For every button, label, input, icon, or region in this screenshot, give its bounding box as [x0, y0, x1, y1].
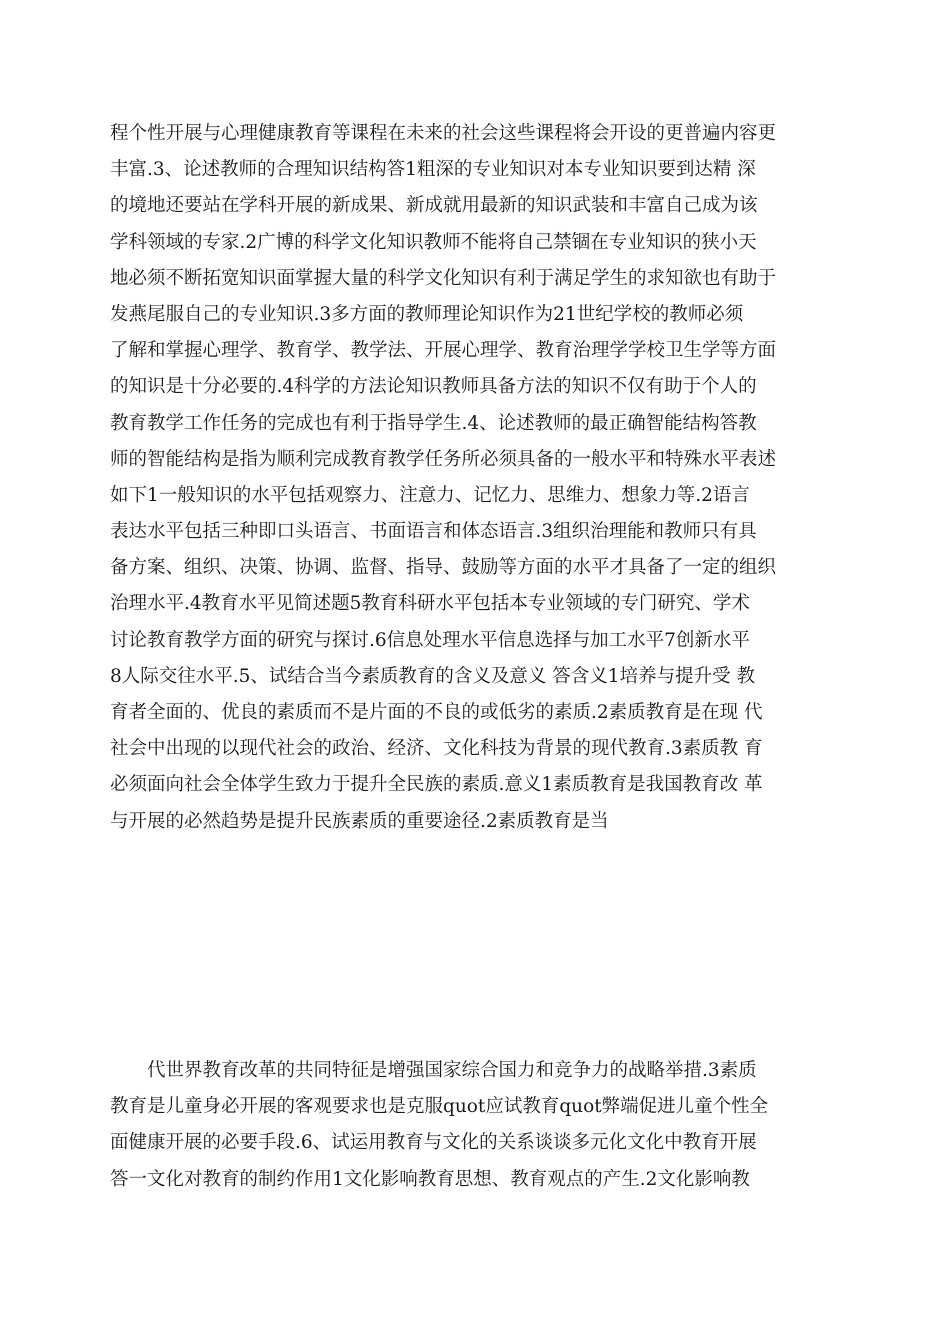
text-line: 的境地还要站在学科开展的新成果、新成就用最新的知识武装和丰富自己成为该	[110, 195, 758, 217]
text-line: 备方案、组织、决策、协调、监督、指导、鼓励等方面的水平才具备了一定的组织	[110, 557, 777, 579]
text-line: 的知识是十分必要的.4科学的方法论知识教师具备方法的知识不仅有助于个人的	[110, 376, 757, 398]
text-line: 程个性开展与心理健康教育等课程在未来的社会这些课程将会开设的更普遍内容更	[110, 123, 777, 144]
text-line: 8人际交往水平.5、试结合当今素质教育的含义及意义 答含义1培养与提升受 教	[110, 665, 755, 687]
text-line: 教育教学工作任务的完成也有利于指导学生.4、论述教师的最正确智能结构答教	[110, 412, 757, 434]
text-line: 师的智能结构是指为顺利完成教育教学任务所必须具备的一般水平和特殊水平表述	[110, 448, 777, 470]
text-line: 答一文化对教育的制约作用1文化影响教育思想、教育观点的产生.2文化影响教	[110, 1168, 750, 1190]
text-line: 育者全面的、优良的素质而不是片面的不良的或低劣的素质.2素质教育是在现 代	[110, 702, 763, 723]
text-line: 代世界教育改革的共同特征是增强国家综合国力和竞争力的战略举措.3素质	[110, 1060, 757, 1081]
text-line: 地必须不断拓宽知识面掌握大量的科学文化知识有利于满足学生的求知欲也有助于	[110, 267, 777, 289]
text-line: 社会中出现的以现代社会的政治、经济、文化科技为背景的现代教育.3素质教 育	[110, 738, 763, 760]
paragraph-2	[110, 1053, 850, 1198]
text-line: 治理水平.4教育水平见简述题5教育科研水平包括本专业领域的专门研究、学术	[110, 593, 750, 615]
text-line: 表达水平包括三种即口头语言、书面语言和体态语言.3组织治理能和教师只有具	[110, 521, 757, 543]
text-line: 发燕尾服自己的专业知识.3多方面的教师理论知识作为21世纪学校的教师必须	[110, 303, 744, 325]
paragraph-1	[110, 116, 850, 840]
text-line: 了解和掌握心理学、教育学、教学法、开展心理学、教育治理学学校卫生学等方面	[110, 340, 777, 362]
text-line: 面健康开展的必要手段.6、试运用教育与文化的关系谈谈多元化文化中教育开展	[110, 1132, 757, 1154]
text-line: 与开展的必然趋势是提升民族素质的重要途径.2素质教育是当	[110, 810, 609, 832]
text-line: 讨论教育教学方面的研究与探讨.6信息处理水平信息选择与加工水平7创新水平	[110, 629, 750, 651]
text-line: 如下1一般知识的水平包括观察力、注意力、记忆力、思维力、想象力等.2语言	[110, 484, 750, 506]
text-line: 学科领域的专家.2广博的科学文化知识教师不能将自己禁锢在专业知识的狭小天	[110, 231, 757, 253]
text-line: 必须面向社会全体学生致力于提升全民族的素质.意义1素质教育是我国教育改 革	[110, 774, 763, 796]
text-line: 丰富.3、论述教师的合理知识结构答1粗深的专业知识对本专业知识要到达精 深	[110, 159, 756, 181]
text-line: 教育是儿童身必开展的客观要求也是克服quot应试教育quot弊端促进儿童个性全	[110, 1096, 769, 1118]
